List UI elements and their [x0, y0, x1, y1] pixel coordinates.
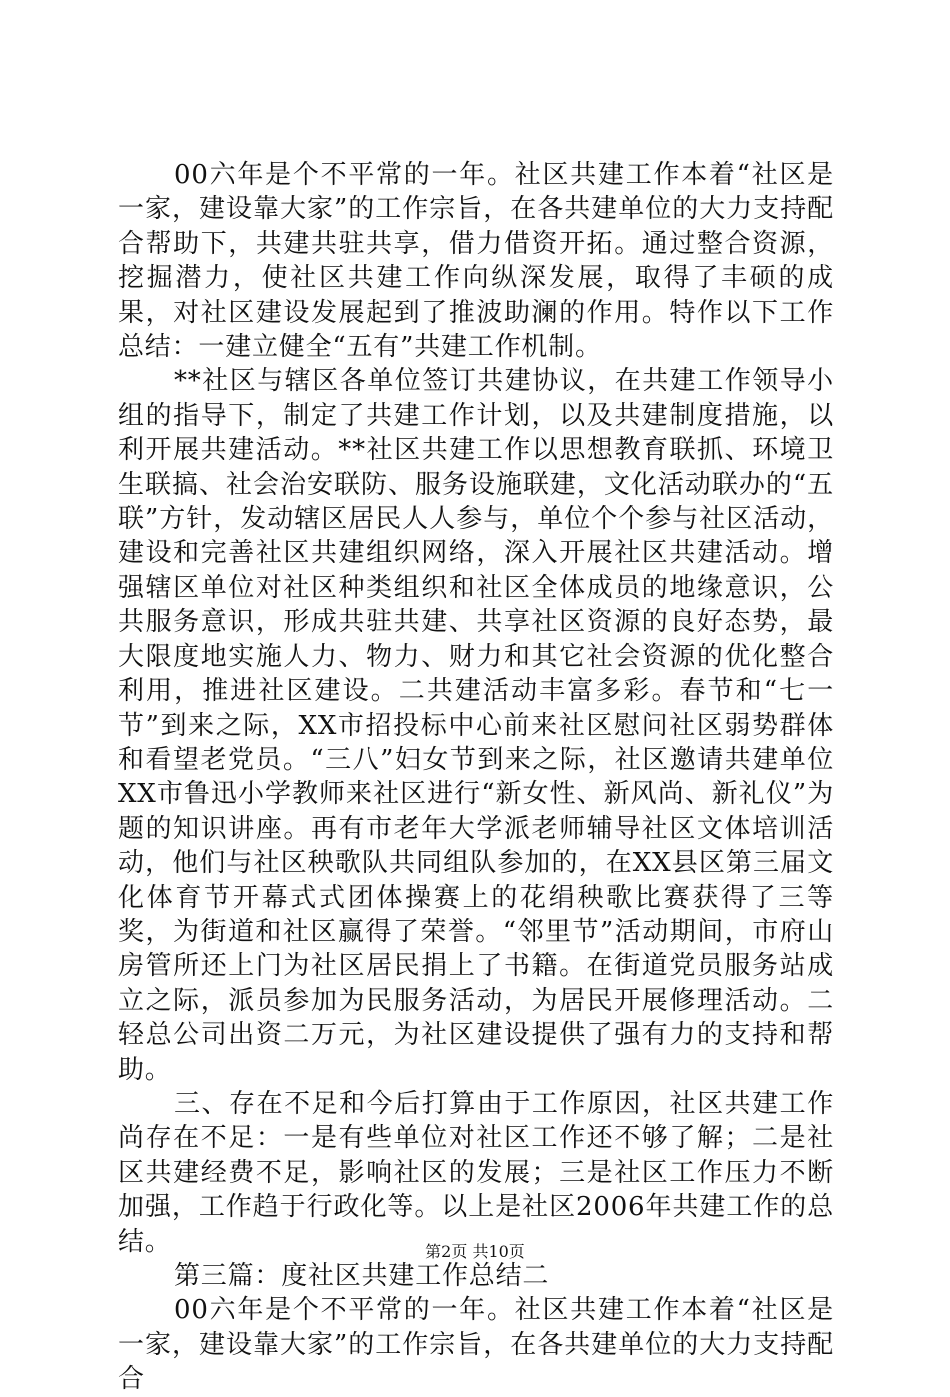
document-body — [118, 158, 834, 1397]
paragraph-intro: 00六年是个不平常的一年。社区共建工作本着“社区是一家，建设靠大家”的工作宗旨，在各共建单位的大力支持配合帮助下，共建共驻共享，借力借资开拓。通过整合资源，挖掘潜力，使社区共建工作向纵深发展，取得了丰硕的成果，对社区建设发展起到了推波助澜的作用。特作以下工作总结：一建立健全“五有”共建工作机制。 — [118, 160, 834, 363]
paragraph-cobuild-agreement: **社区与辖区各单位签订共建协议，在共建工作领导小组的指导下，制定了共建工作计划，以及共建制度措施，以利开展共建活动。**社区共建工作以思想教育联抓、环境卫生联搞、社会治安联防、服务设施联建，文化活动联办的“五联”方针，发动辖区居民人人参与，单位个个参与社区活动，建设和完善社区共建组织网络，深入开展社区共建活动。增强辖区单位对社区种类组织和社区全体成员的地缘意识，公共服务意识，形成共驻共建、共享社区资源的良好态势，最大限度地实施人力、物力、财力和其它社会资源的优化整合利用，推进社区建设。二共建活动丰富多彩。春节和“七一节”到来之际，XX市招投标中心前来社区慰问社区弱势群体和看望老党员。“三八”妇女节到来之际，社区邀请共建单位XX市鲁迅小学教师来社区进行“新女性、新风尚、新礼仪”为题的知识讲座。再有市老年大学派老师辅导社区文体培训活动，他们与社区秧歌队共同组队参加的，在XX县区第三届文化体育节开幕式式团体操赛上的花绢秧歌比赛获得了三等奖，为街道和社区赢得了荣誉。“邻里节”活动期间，市府山房管所还上门为社区居民捐上了书籍。在街道党员服务站成立之际，派员参加为民服务活动，为居民开展修理活动。二轻总公司出资二万元，为社区建设提供了强有力的支持和帮助。 — [118, 366, 834, 1085]
page-number-footer: 第2页 共10页 — [425, 1242, 525, 1261]
section-heading: 第三篇：度社区共建工作总结二 — [174, 1261, 550, 1291]
paragraph-shortcomings: 三、存在不足和今后打算由于工作原因，社区共建工作尚存在不足：一是有些单位对社区工作还不够了解；二是社区共建经费不足，影响社区的发展；三是社区工作压力不断加强，工作趋于行政化等。以上是社区2006年共建工作的总结。 — [118, 1088, 834, 1257]
paragraph-repeat-intro: 00六年是个不平常的一年。社区共建工作本着“社区是一家，建设靠大家”的工作宗旨，在各共建单位的大力支持配合 — [118, 1295, 834, 1395]
